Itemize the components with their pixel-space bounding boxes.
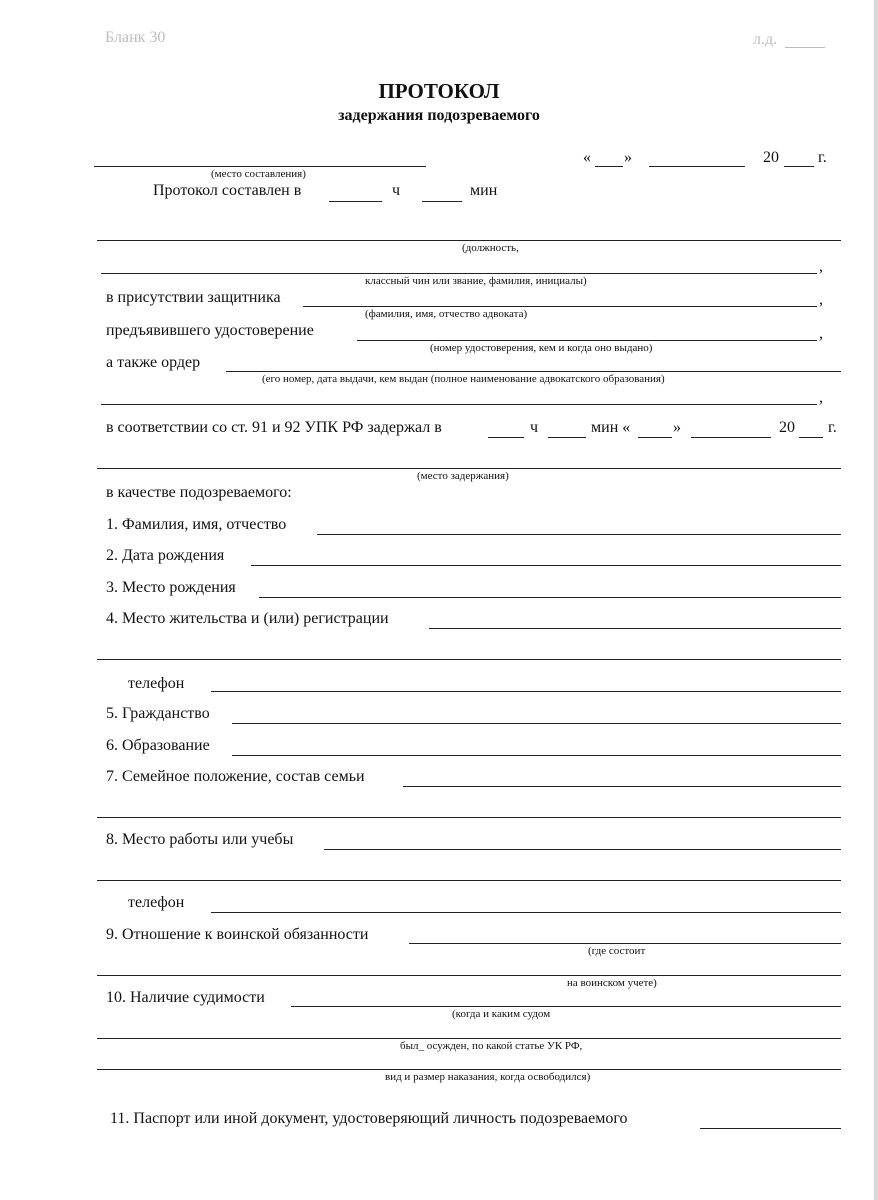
order-label: а также ордер (106, 354, 201, 371)
birth-place-label: 3. Место рождения (106, 579, 236, 596)
citizenship-field[interactable] (232, 723, 841, 724)
detained-year-prefix: 20 (779, 419, 795, 436)
birth-place-field[interactable] (259, 597, 841, 598)
education-label: 6. Образование (106, 737, 210, 754)
criminal-caption-2: был_ осужден, по какой статье УК РФ, (400, 1040, 583, 1052)
detained-day-field[interactable] (638, 437, 672, 438)
detained-minutes-label: мин « (591, 419, 631, 436)
detained-hours-label: ч (530, 419, 539, 436)
sheet-number-field[interactable] (785, 47, 825, 48)
date-year-field[interactable] (784, 166, 814, 167)
compiled-hours-field[interactable] (329, 201, 382, 202)
work-field-continued[interactable] (97, 880, 841, 881)
family-field[interactable] (403, 786, 841, 787)
detained-month-field[interactable] (691, 437, 771, 438)
residence-field[interactable] (429, 628, 841, 629)
date-year-suffix: г. (818, 149, 827, 166)
criminal-caption-1: (когда и каким судом (452, 1008, 551, 1020)
order-field[interactable] (226, 371, 841, 372)
detention-place-caption: (место задержания) (417, 470, 509, 482)
comma: , (819, 258, 823, 275)
defender-field[interactable] (303, 306, 817, 307)
suspect-label: в качестве подозреваемого: (106, 484, 292, 501)
sheet-number-label: л.д. (753, 31, 778, 48)
passport-field[interactable] (700, 1128, 841, 1129)
citizenship-label: 5. Гражданство (106, 705, 210, 722)
work-label: 8. Место работы или учебы (106, 831, 294, 848)
certificate-field[interactable] (357, 340, 817, 341)
place-field[interactable] (94, 166, 426, 167)
date-year-prefix: 20 (763, 149, 779, 166)
criminal-record-field-2[interactable] (97, 1038, 841, 1039)
form-number-label: Бланк 30 (105, 29, 166, 46)
date-open-quote: « (583, 149, 591, 166)
criminal-caption-3: вид и размер наказания, когда освободился) (385, 1071, 591, 1083)
place-caption: (место составления) (211, 168, 306, 180)
military-caption-2: на воинском учете) (567, 977, 657, 989)
compiled-minutes-label: мин (470, 182, 498, 199)
criminal-record-label: 10. Наличие судимости (106, 989, 265, 1006)
residence-field-continued[interactable] (97, 659, 841, 660)
position-caption: (должность, (462, 242, 519, 254)
military-field-continued[interactable] (97, 975, 841, 976)
education-field[interactable] (232, 755, 841, 756)
family-label: 7. Семейное положение, состав семьи (106, 768, 365, 785)
defender-label: в присутствии защитника (106, 289, 281, 306)
full-name-label: 1. Фамилия, имя, отчество (106, 516, 287, 533)
date-close-quote: » (624, 149, 632, 166)
detained-year-field[interactable] (799, 437, 823, 438)
criminal-record-field-3[interactable] (97, 1069, 841, 1070)
residence-label: 4. Место жительства и (или) регистрации (106, 610, 389, 627)
detained-hours-field[interactable] (488, 437, 524, 438)
military-label: 9. Отношение к воинской обязанности (106, 926, 369, 943)
detained-close-quote: » (673, 419, 681, 436)
family-field-continued[interactable] (97, 817, 841, 818)
rank-caption: классный чин или звание, фамилия, инициалы) (365, 275, 587, 287)
date-month-field[interactable] (649, 166, 745, 167)
detained-minutes-field[interactable] (548, 437, 586, 438)
birth-date-field[interactable] (251, 565, 841, 566)
officer-name-field[interactable] (101, 273, 817, 274)
order-caption: (его номер, дата выдачи, кем выдан (полное наименование адвокатского образования) (262, 373, 665, 385)
phone-field[interactable] (211, 691, 841, 692)
detention-place-field[interactable] (97, 468, 841, 469)
work-field[interactable] (324, 849, 841, 850)
military-field[interactable] (409, 943, 841, 944)
document-subtitle: задержания подозреваемого (338, 107, 540, 124)
passport-label: 11. Паспорт или иной документ, удостоверяющий личность подозреваемого (110, 1110, 628, 1127)
order-field-continued[interactable] (101, 404, 817, 405)
compiled-minutes-field[interactable] (422, 201, 462, 202)
document-title: ПРОТОКОЛ (378, 79, 500, 103)
work-phone-label: телефон (128, 894, 185, 911)
military-caption-1: (где состоит (588, 945, 646, 957)
certificate-label: предъявившего удостоверение (106, 322, 314, 339)
detained-year-suffix: г. (828, 419, 837, 436)
officer-position-field[interactable] (97, 240, 841, 241)
defender-caption: (фамилия, имя, отчество адвоката) (365, 308, 528, 320)
compiled-label: Протокол составлен в (153, 182, 302, 199)
criminal-record-field[interactable] (291, 1006, 841, 1007)
comma: , (819, 291, 823, 308)
date-day-field[interactable] (595, 166, 623, 167)
certificate-caption: (номер удостоверения, кем и когда оно выдано) (430, 342, 653, 354)
comma: , (819, 389, 823, 406)
birth-date-label: 2. Дата рождения (106, 547, 225, 564)
page-edge (874, 0, 878, 1200)
phone-label: телефон (128, 675, 185, 692)
full-name-field[interactable] (317, 534, 841, 535)
detained-label: в соответствии со ст. 91 и 92 УПК РФ задержал в (106, 419, 442, 436)
compiled-hours-label: ч (392, 182, 401, 199)
work-phone-field[interactable] (211, 912, 841, 913)
comma: , (819, 325, 823, 342)
